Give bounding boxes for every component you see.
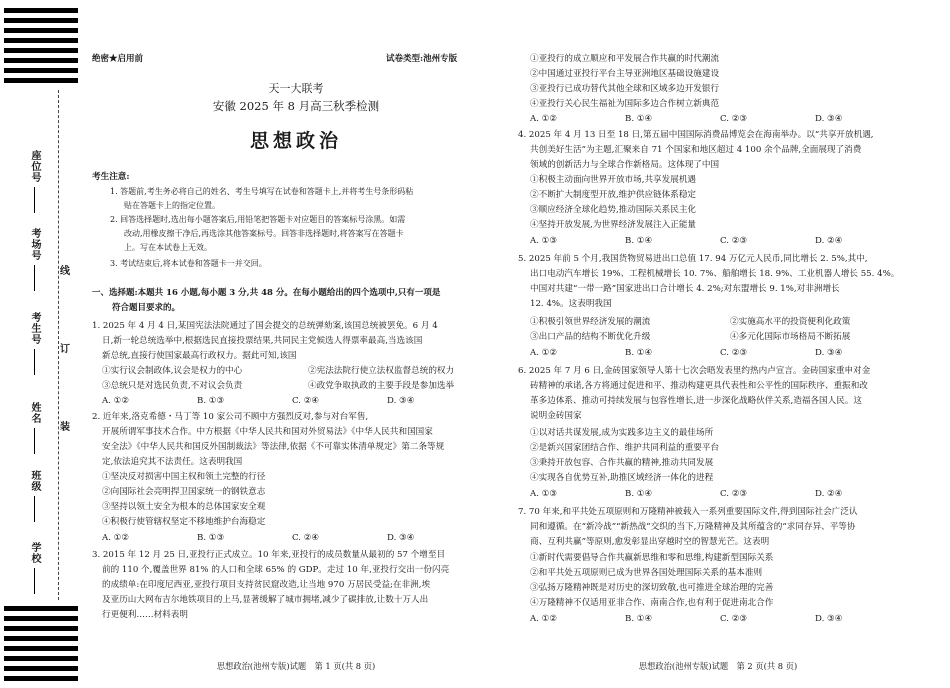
notes-line: 3. 考试结束后,将本试卷和答题卡一并交回。 — [110, 259, 267, 268]
binding-stripe — [4, 616, 78, 621]
question-6-text: 说明金砖国家 — [530, 411, 582, 421]
choice-a[interactable]: A. ①② — [102, 396, 130, 406]
binding-strip — [0, 0, 84, 688]
question-2-statement: ④积极行使管辖权坚定不移地维护台海稳定 — [102, 517, 266, 527]
question-2-statement: ①坚决反对损害中国主权和领土完整的行径 — [102, 472, 266, 482]
exam-room-field[interactable]: 考场号 — [26, 228, 42, 291]
choice-d[interactable]: D. ③④ — [815, 348, 843, 358]
binding-stripe — [4, 8, 78, 13]
exam-organizer: 天一大联考 — [268, 82, 324, 95]
choice-a[interactable]: A. ①③ — [530, 236, 558, 246]
question-5-statement: ①积极引领世界经济发展的潮流 — [530, 317, 651, 327]
seat-number-field[interactable]: 座位号 — [26, 150, 42, 213]
question-3-text: 行更便利……材料表明 — [102, 610, 188, 620]
exam-title: 安徽 2025 年 8 月高三秋季检测 — [212, 99, 380, 113]
question-3-text: 前的 110 个,覆盖世界 81% 的人口和全球 65% 的 GDP。走过 10 年,亚投行交出一份闪亮 — [102, 565, 450, 575]
choice-b[interactable]: B. ①④ — [625, 348, 653, 358]
question-1-text: 新总统,直接行使国家最高行政权力。据此可知,该国 — [102, 351, 297, 361]
question-2-statement: ③坚持以领土安全为根本的总体国家安全观 — [102, 502, 266, 512]
question-3-text: 及亚历山大网布吉尔地铁项目的上马,显著缓解了城市拥堵,减少了碳排放,让数十万人出 — [102, 595, 429, 605]
question-5-statement: ④多元化国际市场格局不断拓展 — [730, 332, 851, 342]
choice-c[interactable]: C. ②④ — [292, 396, 320, 406]
question-3-statement: ③亚投行已成功替代其他全球和区域多边开发银行 — [530, 84, 720, 94]
choice-b[interactable]: B. ①④ — [625, 489, 653, 499]
question-7-statement: ④万隆精神不仅适用亚非合作、南南合作,也有利于促进南北合作 — [530, 598, 774, 608]
binding-stripe — [4, 38, 78, 43]
question-3-statement: ①亚投行的成立顺应和平发展合作共赢的时代潮流 — [530, 54, 720, 64]
question-2-text: 2. 近年来,洛克希德・马丁等 10 家公司不顾中方强烈反对,参与对台军售, — [92, 412, 369, 422]
binding-stripe — [4, 646, 78, 651]
choice-c[interactable]: C. ②③ — [720, 489, 748, 499]
notes-line: 改动,用橡皮擦干净后,再选涂其他答案标号。回答非选择题时,将答案写在答题卡 — [124, 229, 404, 238]
question-4-text: 领域的创新活力与全球合作新格局。这体现了中国 — [530, 160, 720, 170]
question-2-text: 开展所谓军事技术合作。中方根据《中华人民共和国对外贸易法》《中华人民共和国国家 — [102, 427, 433, 437]
page-1-footer: 思想政治(池州专版)试题 第 1 页(共 8 页) — [216, 661, 376, 671]
binding-stripe — [4, 606, 78, 611]
question-7-text: 7. 70 年来,和平共处五项原则和万隆精神被载入一系列重要国际文件,得到国际社会广泛认 — [518, 507, 858, 517]
question-6-text: 砖精神的承诺,各方将通过促进和平、推动构建更具代表性和公平性的国际秩序、重振和改 — [530, 381, 868, 391]
notes-line: 上。写在本试卷上无效。 — [124, 243, 212, 252]
question-1-statement: ②宪法法院行使立法权监督总统的权力 — [308, 366, 455, 376]
question-4-choices — [530, 234, 910, 249]
question-1-text: 1. 2025 年 4 月 4 日,某国宪法法院通过了国会提交的总统弹劾案,该国总统被罢免。6 月 4 — [92, 321, 438, 331]
question-5-text: 5. 2025 年前 5 个月,我国货物贸易进出口总值 17. 94 万亿元人民币,同比增长 2. 5%,其中, — [518, 254, 868, 264]
binding-stripe — [4, 666, 78, 671]
question-7-statement: ②和平共处五项原则已成为世界各国处理国际关系的基本准则 — [530, 568, 763, 578]
question-4-statement: ①积极主动面向世界开放市场,共享发展机遇 — [530, 175, 697, 185]
question-2-choices — [102, 531, 482, 546]
notes-line: 1. 答题前,考生务必将自己的姓名、考生号填写在试卷和答题卡上,并将考生号条形码粘 — [110, 187, 414, 196]
choice-d[interactable]: D. ③④ — [815, 614, 843, 624]
question-6-statement: ②是新兴国家团结合作、维护共同利益的重要平台 — [530, 443, 720, 453]
choice-b[interactable]: B. ①④ — [625, 236, 653, 246]
notes-line: 2. 回答选择题时,选出每小题答案后,用铅笔把答题卡对应题目的答案标号涂黑。如需 — [110, 215, 406, 224]
choice-a[interactable]: A. ①② — [530, 348, 558, 358]
question-7-choices — [530, 612, 910, 627]
question-2-text: 安全法》《中华人民共和国反外国制裁法》等法律,依据《不可靠实体清单规定》第二条等规 — [102, 442, 445, 452]
question-7-text: 商、互利共赢”等原则,愈发彰显出穿越时空的智慧光芒。这表明 — [530, 537, 770, 547]
choice-d[interactable]: D. ③④ — [387, 396, 415, 406]
question-5-text: 12. 4%。这表明我国 — [530, 299, 612, 309]
question-7-statement: ①新时代需要倡导合作共赢新思维和零和思维,构建新型国际关系 — [530, 553, 774, 563]
choice-b[interactable]: B. ①③ — [197, 396, 225, 406]
question-1-choices — [102, 394, 482, 409]
choice-a[interactable]: A. ①② — [530, 614, 558, 624]
choice-c[interactable]: C. ②③ — [720, 236, 748, 246]
question-6-statement: ①以对话共谋发展,成为实践多边主义的最佳场所 — [530, 428, 714, 438]
question-3-text: 的成绩单:在印度尼西亚,亚投行项目支持贫民窟改造,让当地 970 万居民受益;在非洲,埃 — [102, 580, 431, 590]
choice-c[interactable]: C. ②④ — [292, 533, 320, 543]
binding-stripe — [4, 18, 78, 23]
choice-b[interactable]: B. ①④ — [625, 614, 653, 624]
question-4-statement: ③顺应经济全球化趋势,推动国际关系民主化 — [530, 205, 697, 215]
question-4-statement: ④坚持开放发展,为世界经济发展注入正能量 — [530, 220, 697, 230]
question-7-statement: ③弘扬万隆精神既是对历史的深切致敬,也可推进全球治理的完善 — [530, 583, 774, 593]
question-3-statement: ②中国通过亚投行平台主导亚洲地区基础设施建设 — [530, 69, 720, 79]
binding-stripe — [4, 68, 78, 73]
choice-c[interactable]: C. ②③ — [720, 348, 748, 358]
choice-d[interactable]: D. ③④ — [387, 533, 415, 543]
choice-d[interactable]: D. ②④ — [815, 489, 843, 499]
binding-stripe — [4, 656, 78, 661]
question-7-text: 同和遵循。在“新冷战”“新热战”交织的当下,万隆精神及其所蕴含的“求同存异、平等协 — [530, 522, 856, 532]
section-heading: 符合题目要求的。 — [112, 303, 181, 313]
section-heading: 一、选择题:本题共 16 小题,每小题 3 分,共 48 分。在每小题给出的四个选项中,只有一项是 — [92, 288, 441, 298]
cut-mark-bind: 订 — [60, 344, 70, 355]
notes-line: 贴在答题卡上的指定位置。 — [124, 201, 220, 210]
binding-stripe — [4, 676, 78, 681]
binding-stripe — [4, 58, 78, 63]
choice-c[interactable]: C. ②③ — [720, 614, 748, 624]
question-6-statement: ④实现各自优势互补,助推区域经济一体化的进程 — [530, 473, 714, 483]
binding-stripe — [4, 28, 78, 33]
question-5-choices — [530, 346, 910, 361]
question-2-text: 定,依法追究其不法责任。这表明我国 — [102, 457, 243, 467]
question-3-text: 3. 2015 年 12 月 25 日,亚投行正式成立。10 年来,亚投行的成员数量从最初的 57 个增至目 — [92, 550, 446, 560]
question-3-choices — [530, 112, 910, 127]
question-5-statement: ③出口产品的结构不断优化升级 — [530, 332, 651, 342]
choice-d[interactable]: D. ②④ — [815, 236, 843, 246]
cut-mark-install: 装 — [60, 422, 70, 433]
binding-cut-line — [58, 90, 59, 600]
cut-mark-line: 线 — [60, 266, 70, 277]
question-1-statement: ③总统只是对选民负责,不对议会负责 — [102, 381, 243, 391]
question-1-statement: ①实行议会制政体,议会是权力的中心 — [102, 366, 243, 376]
subject-title: 思想政治 — [249, 130, 342, 152]
question-2-statement: ②向国际社会亮明捍卫国家统一的钢铁意志 — [102, 487, 266, 497]
question-6-statement: ③秉持开放包容、合作共赢的精神,推动共同发展 — [530, 458, 714, 468]
choice-c[interactable]: C. ②③ — [720, 114, 748, 124]
question-6-text: 革多边体系、推动可持续发展与包容性增长,进一步深化战略伙伴关系,造福各国人民。这 — [530, 396, 863, 406]
binding-stripe — [4, 48, 78, 53]
question-4-text: 4. 2025 年 4 月 13 日至 18 日,第五届中国国际消费品博览会在海南举办。以“共享开放机遇, — [518, 130, 874, 140]
candidate-number-field[interactable]: 考生号 — [26, 312, 42, 375]
question-6-choices — [530, 487, 910, 502]
question-5-text: 出口电动汽车增长 19%、工程机械增长 10. 7%、船舶增长 18. 9%、工业机器人增长 55. 4%。 — [530, 269, 900, 279]
question-5-text: 中国对共建“一带一路”国家进出口合计增长 4. 2%;对东盟增长 9. 1%,对非洲增长 — [530, 284, 840, 294]
question-6-text: 6. 2025 年 7 月 6 日,金砖国家领导人第十七次会晤发表里约热内卢宣言。金砖国家重申对金 — [518, 366, 871, 376]
choice-b[interactable]: B. ①④ — [625, 114, 653, 124]
notes-heading: 考生注意: — [92, 172, 130, 182]
name-field[interactable]: 姓名 — [26, 402, 42, 454]
question-1-statement: ④政党争取执政的主要手段是参加选举 — [308, 381, 455, 391]
choice-a[interactable]: A. ①② — [102, 533, 130, 543]
choice-a[interactable]: A. ①③ — [530, 489, 558, 499]
class-field[interactable]: 班级 — [26, 470, 42, 522]
choice-a[interactable]: A. ①② — [530, 114, 558, 124]
choice-d[interactable]: D. ③④ — [815, 114, 843, 124]
question-5-statement: ②实施高水平的投资便利化政策 — [730, 317, 851, 327]
confidential-label: 绝密★启用前 — [92, 54, 144, 64]
paper-type-label: 试卷类型:池州专版 — [386, 54, 458, 64]
choice-b[interactable]: B. ①③ — [197, 533, 225, 543]
binding-stripe — [4, 636, 78, 641]
question-1-text: 日,新一轮总统选举中,根据选民直接投票结果,共同民主党候选人得票率最高,当选该国 — [102, 336, 423, 346]
school-field[interactable]: 学校 — [26, 542, 42, 594]
page-2-footer: 思想政治(池州专版)试题 第 2 页(共 8 页) — [638, 661, 798, 671]
question-3-statement: ④亚投行关心民生福祉为国际多边合作树立新典范 — [530, 99, 720, 109]
question-4-text: 共创美好生活”为主题,汇聚来自 71 个国家和地区超过 4 100 余个品牌,全面展现了消费 — [530, 145, 862, 155]
binding-stripe — [4, 626, 78, 631]
binding-stripe — [4, 78, 78, 83]
question-4-statement: ②不断扩大制度型开放,维护供应链体系稳定 — [530, 190, 697, 200]
